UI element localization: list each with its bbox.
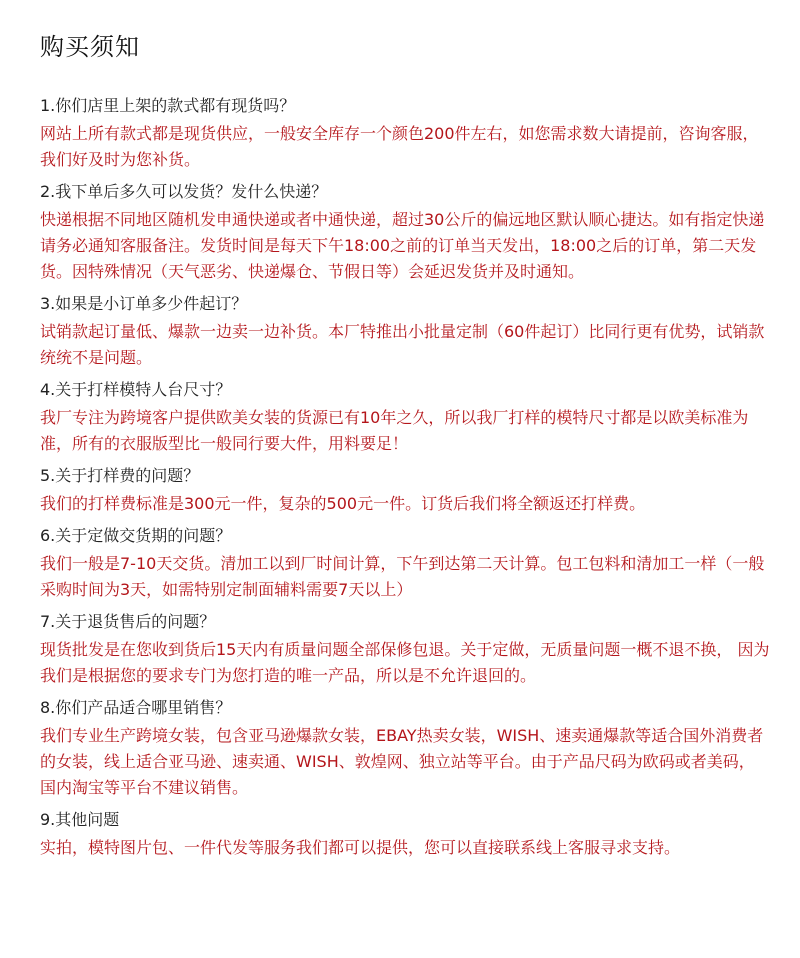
faq-answer: 快递根据不同地区随机发申通快递或者中通快递，超过30公斤的偏远地区默认顺心捷达。如有指定快递请务必通知客服备注。发货时间是每天下午18:00之前的订单当天发出，18:00之后的订单，第二天发货。因特殊情况（天气恶劣、快递爆仓、节假日等）会延迟发货并及时通知。	[40, 210, 765, 281]
faq-answer: 我们一般是7-10天交货。清加工以到厂时间计算，下午到达第二天计算。包工包料和清加工一样（一般采购时间为3天，如需特别定制面辅料需要7天以上）	[40, 554, 765, 599]
faq-list	[40, 94, 770, 868]
faq-answer: 网站上所有款式都是现货供应，一般安全库存一个颜色200件左右，如您需求数大请提前，咨询客服，我们好及时为您补货。	[40, 124, 759, 169]
faq-answer: 试销款起订量低、爆款一边卖一边补货。本厂特推出小批量定制（60件起订）比同行更有优势，试销款统统不是问题。	[40, 322, 765, 367]
faq-item-4	[40, 378, 770, 457]
faq-question: 3.如果是小订单多少件起订？	[40, 294, 248, 313]
faq-question: 9.其他问题	[40, 810, 120, 829]
faq-answer: 现货批发是在您收到货后15天内有质量问题全部保修包退。关于定做，无质量问题一概不退不换， 因为我们是根据您的要求专门为您打造的唯一产品，所以是不允许退回的。	[40, 640, 770, 685]
faq-item-3	[40, 292, 770, 371]
faq-item-9	[40, 808, 770, 861]
faq-answer: 我们的打样费标准是300元一件，复杂的500元一件。订货后我们将全额返还打样费。	[40, 494, 646, 513]
faq-question: 4.关于打样模特人台尺寸？	[40, 380, 232, 399]
faq-question: 8.你们产品适合哪里销售？	[40, 698, 232, 717]
faq-item-1	[40, 94, 770, 173]
faq-item-8	[40, 696, 770, 801]
faq-question: 1.你们店里上架的款式都有现货吗？	[40, 96, 296, 115]
faq-question: 5.关于打样费的问题？	[40, 466, 200, 485]
faq-answer: 实拍，模特图片包、一件代发等服务我们都可以提供，您可以直接联系线上客服寻求支持。	[40, 838, 681, 857]
faq-answer: 我们专业生产跨境女装，包含亚马逊爆款女装，EBAY热卖女装，WISH、速卖通爆款等适合国外消费者的女装，线上适合亚马逊、速卖通、WISH、敦煌网、独立站等平台。由于产品尺码为欧码或者美码，国内淘宝等平台不建议销售。	[40, 726, 764, 797]
faq-answer: 我厂专注为跨境客户提供欧美女装的货源已有10年之久，所以我厂打样的模特尺寸都是以欧美标准为准，所有的衣服版型比一般同行要大件，用料要足！	[40, 408, 749, 453]
faq-item-7	[40, 610, 770, 689]
faq-item-2	[40, 180, 770, 285]
faq-item-6	[40, 524, 770, 603]
faq-question: 7.关于退货售后的问题？	[40, 612, 216, 631]
page-title: 购买须知	[40, 33, 140, 61]
faq-item-5	[40, 464, 770, 517]
faq-question: 2.我下单后多久可以发货？发什么快递？	[40, 182, 328, 201]
faq-question: 6.关于定做交货期的问题？	[40, 526, 232, 545]
